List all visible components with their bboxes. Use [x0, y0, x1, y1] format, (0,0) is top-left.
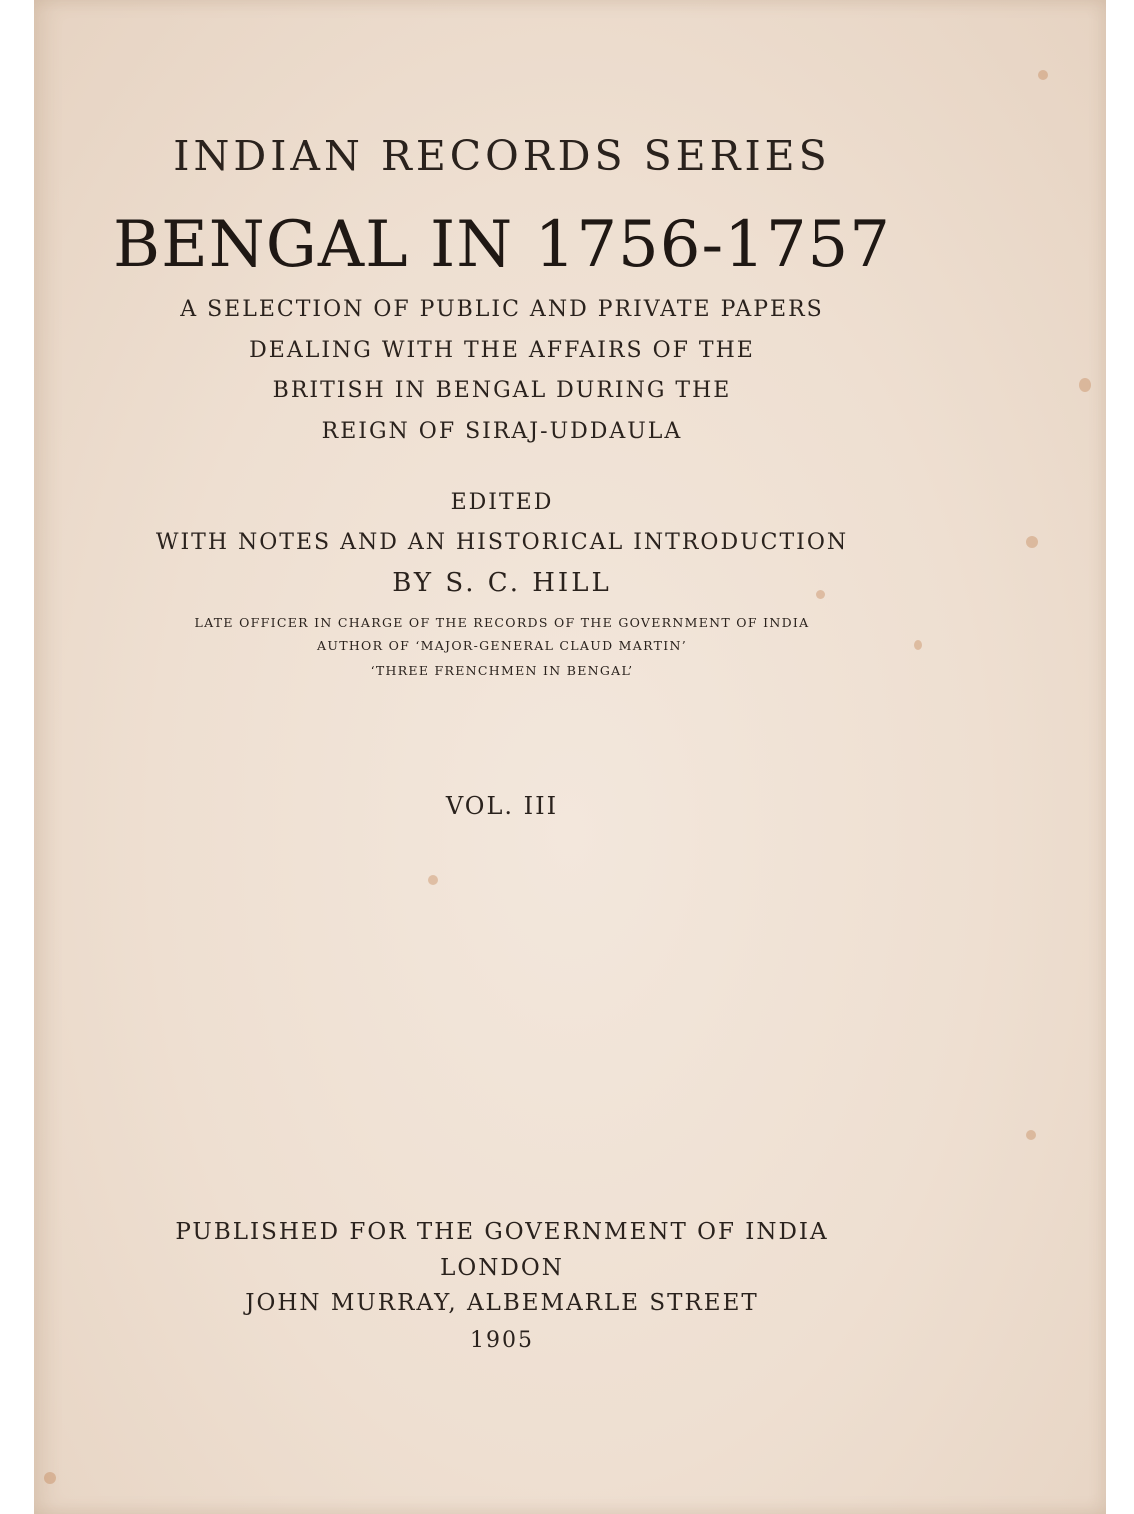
foxing-spot [1026, 536, 1038, 548]
publication-year: 1905 [470, 1328, 534, 1353]
foxing-spot [1026, 1130, 1036, 1140]
foxing-spot [1079, 378, 1091, 392]
notes-line: WITH NOTES AND AN HISTORICAL INTRODUCTION [155, 530, 849, 555]
volume-label: VOL. III [445, 792, 559, 820]
author-credential: LATE OFFICER IN CHARGE OF THE RECORDS OF THE GOVERNMENT OF INDIA [194, 615, 810, 630]
book-title: BENGAL IN 1756-1757 [113, 208, 891, 282]
subtitle-line: BRITISH IN BENGAL DURING THE [272, 378, 732, 403]
edited-label: EDITED [450, 490, 554, 515]
subtitle-line: A SELECTION OF PUBLIC AND PRIVATE PAPERS [180, 297, 824, 322]
author-line: BY S. C. HILL [392, 568, 612, 598]
title-page [34, 0, 1106, 1514]
subtitle-line: REIGN OF SIRAJ-UDDAULA [321, 419, 683, 444]
foxing-spot [1038, 70, 1048, 80]
author-credential: AUTHOR OF ‘MAJOR-GENERAL CLAUD MARTIN’ [317, 638, 687, 653]
publisher-line: PUBLISHED FOR THE GOVERNMENT OF INDIA [175, 1219, 829, 1245]
publisher-line: LONDON [440, 1255, 564, 1281]
foxing-spot [44, 1472, 56, 1484]
foxing-spot [428, 875, 438, 885]
author-credential: ‘THREE FRENCHMEN IN BENGAL’ [370, 663, 634, 678]
subtitle-line: DEALING WITH THE AFFAIRS OF THE [249, 338, 755, 363]
publisher-line: JOHN MURRAY, ALBEMARLE STREET [245, 1290, 759, 1316]
series-title: INDIAN RECORDS SERIES [173, 132, 831, 180]
